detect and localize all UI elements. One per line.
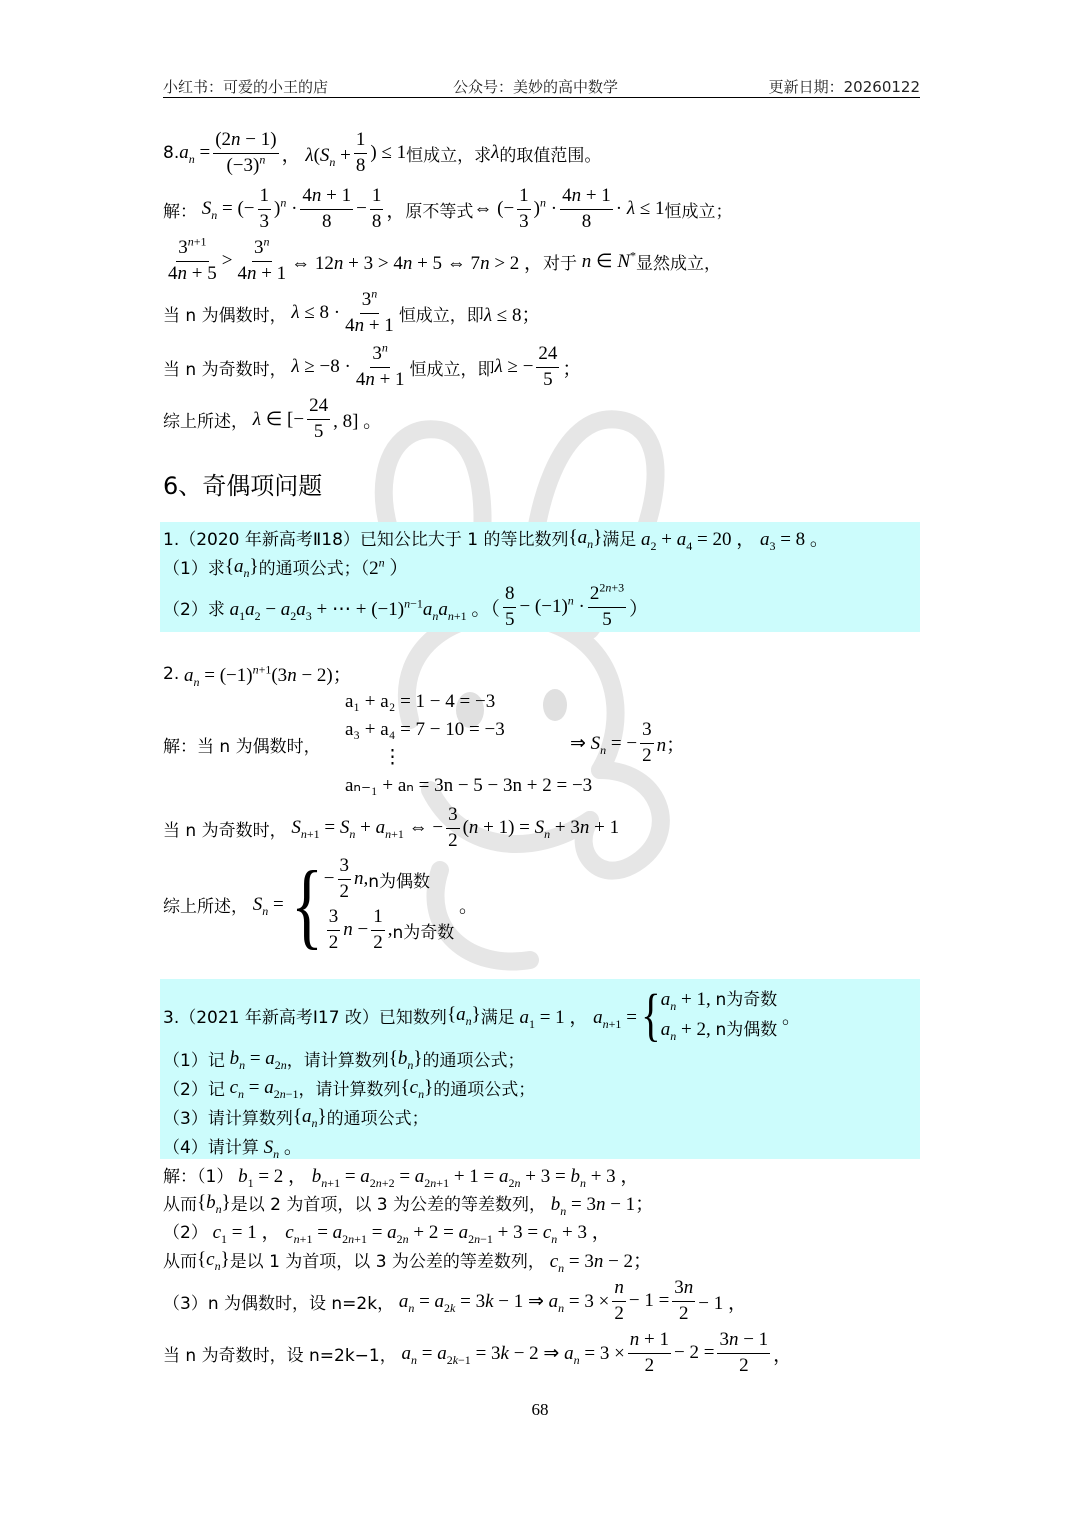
p8-conclusion: 综上所述， λ ∈ [− $\frac{24}{5}$ , 8] 。: [163, 395, 383, 442]
p8-statement: 8. $a_n$ = $\frac{(2n - 1)}{(-3)^n}$ ， $\lambda(S_n$ + $\frac{1}{8}$ ) ≤ 1 恒成立，求 λ 的取值范围。: [163, 129, 602, 176]
p8-odd-case: 当 n 为奇数时， λ ≥ −8 · $\frac{3^n}{4n + 1}$ 恒成立，即 λ ≥ − $\frac{24}{5}$ ；: [163, 340, 582, 390]
q2-odd-case: 当 n 为奇数时， $S_{n+1} = S_n + a_{n+1}$ ⇔ − $\frac{3}{2}$ $(n + 1) = S_n + 3n + 1$: [163, 804, 620, 851]
brace-icon: {: [290, 850, 323, 958]
header-rule: [163, 97, 920, 98]
q3-sol-line6: 当 n 为奇数时，设 n=2k−1， $a_n = a_{2k-1} = 3k - 2$ ⇒ $a_n = 3$ × $\frac{n + 1}{2}$ − 2 = $\frac{3n - 1}{2}$ ，: [163, 1329, 793, 1376]
q3-part4: （4）请计算 $S_n$ 。: [163, 1137, 303, 1161]
p8-even-case: 当 n 为偶数时， λ ≤ 8 · $\frac{3^n}{4n + 1}$ 恒成立，即 λ ≤ 8；: [163, 286, 541, 336]
q3-sol-line1: 解：（1） $b_1 = 2$ ， $b_{n+1} = a_{2n+2} = a_{2n+1} + 1 = a_{2n} + 3 = b_n + 3$ ，: [163, 1166, 640, 1190]
q2-even-text: 解：当 n 为偶数时，: [163, 737, 321, 757]
q2-statement: 2. $a_n = (-1)^{n+1}(3n - 2)$；: [163, 662, 352, 689]
q3-part3: （3）请计算数列 $\{a_n\}$ 的通项公式；: [163, 1105, 429, 1130]
header-right: 更新日期：20260122: [768, 78, 920, 96]
q3-sol-line2: 从而 $\{b_n\}$ 是以 2 为首项，以 3 为公差的等差数列， $b_n = 3n - 1$；: [163, 1191, 655, 1218]
q3-statement: 3.（2021 年新高考Ⅰ17 改）已知数列 $\{a_n\}$ 满足 $a_1 = 1$ ， $a_{n+1}$ = { $a_n + 1$, n为奇数 $a_n + 2$, n为偶数 。: [163, 982, 802, 1047]
q1-line1: 1.（2020 年新高考Ⅱ18）已知公比大于 1 的等比数列 $\{a_n\}$ 满足 $a_2 + a_4 = 20$ ， $a_3 = 8$ 。: [163, 526, 829, 553]
q2-conclusion: 综上所述， $S_n$ = { − $\frac{3}{2}$ n, n为偶数 $\frac{3}{2}$ n − $\frac{1}{2}$ , n为奇数 。: [163, 850, 479, 958]
q2-even-result: ⇒ $S_n$ = − $\frac{3}{2}$ n；: [570, 719, 686, 766]
section-title: 6、奇偶项问题: [163, 472, 323, 500]
q2-eq2: a₃ + a₄ = 7 − 10 = −3: [345, 719, 505, 740]
q2-eq1: a₁ + a₂ = 1 − 4 = −3: [345, 691, 496, 712]
q2-eq4: aₙ₋₁ + aₙ = 3n − 5 − 3n + 2 = −3: [345, 775, 593, 796]
p8-solution-line1: 解： $S_n$ = (− $\frac{1}{3}$ )$^n$ · $\frac{4n + 1}{8}$ − $\frac{1}{8}$ ， 原不等式 ⇔ (− $\frac{1}{3}$ )$^n$ · $\frac{4n + 1}{8}$ · λ ≤ 1 恒成立；: [163, 185, 733, 232]
header-left: 小红书：可爱的小王的店: [163, 78, 329, 96]
page-number: 68: [531, 1400, 549, 1419]
q3-sol-line3: （2） $c_1 = 1$ ， $c_{n+1} = a_{2n+1} = a_{2n} + 2 = a_{2n-1} + 3 = c_n + 3$ ，: [163, 1222, 611, 1246]
brace-icon: {: [641, 982, 661, 1047]
q2-even-equations: [345, 688, 592, 800]
q3-sol-line5: （3）n 为偶数时，设 n=2k， $a_n = a_{2k} = 3k - 1$ ⇒ $a_n = 3$ × $\frac{n}{2}$ − 1 = $\frac{3n}{2}$ − 1 ，: [163, 1277, 748, 1324]
q1-part1: （1）求 $\{a_n\}$ 的通项公式；（ 2$^n$ ）: [163, 555, 409, 580]
q3-part1: （1）记 $b_n = a_{2n}$ ，请计算数列 $\{b_n\}$ 的通项公式；: [163, 1047, 525, 1072]
q1-part2: （2）求 $a_1a_2 - a_2a_3$ + ⋯ + $(-1)^{n-1}a_na_{n+1}$ 。（ $\frac{8}{5}$ − $(-1)^n$ · $\frac{2^{2n+3}}{5}$ ）: [163, 580, 649, 630]
q2-dots: ⋮: [383, 747, 402, 768]
p8-solution-line2: $\frac{3^{n+1}}{4n + 5}$ > $\frac{3^n}{4n + 1}$ ⇔ 12n + 3 > 4n + 5 ⇔ 7n > 2 ， 对于 n ∈ N* 显然成立，: [168, 234, 722, 284]
q3-sol-line4: 从而 $\{c_n\}$ 是以 1 为首项，以 3 为公差的等差数列， $c_n = 3n - 2$；: [163, 1248, 653, 1275]
q3-part2: （2）记 $c_n = a_{2n-1}$ ，请计算数列 $\{c_n\}$ 的通项公式；: [163, 1076, 536, 1101]
header-middle: 公众号：美妙的高中数学: [453, 78, 619, 96]
